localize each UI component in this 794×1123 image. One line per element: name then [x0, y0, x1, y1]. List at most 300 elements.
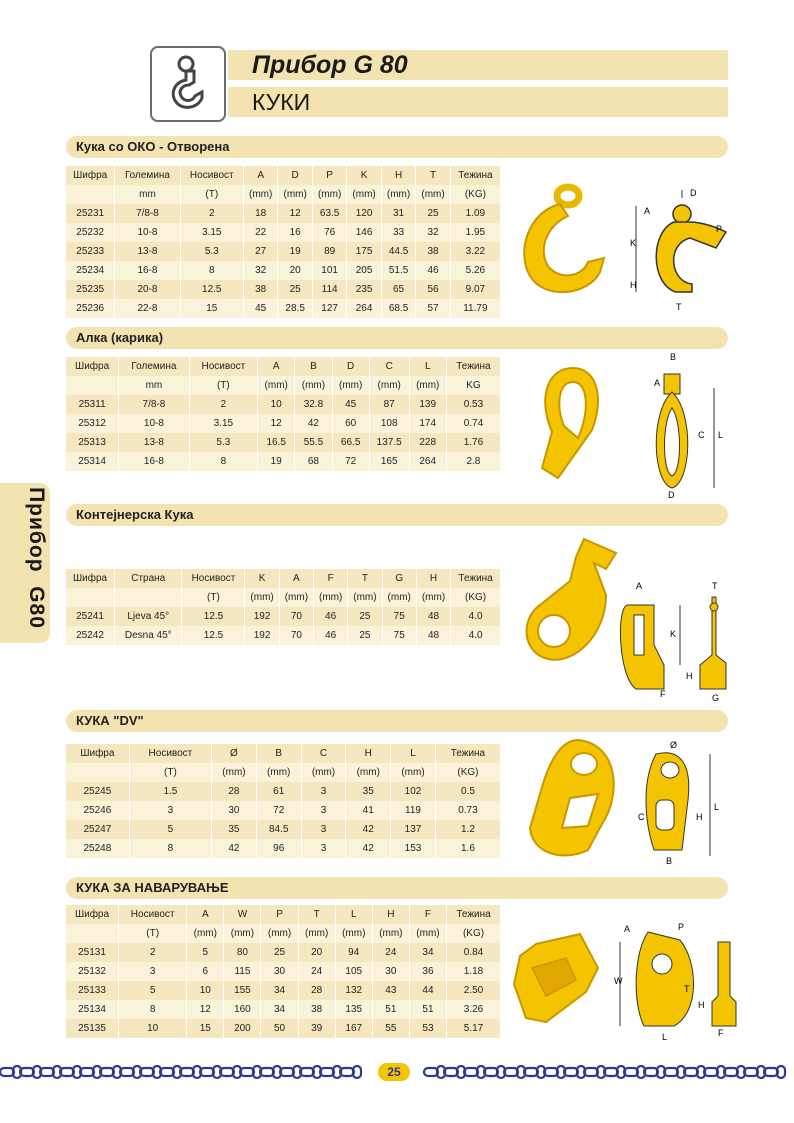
table-cell: 48 [416, 626, 450, 645]
table-cell: Тежина [446, 357, 500, 376]
table-cell: 51 [372, 1000, 409, 1019]
table-cell: (mm) [244, 588, 278, 607]
table-cell: 25242 [66, 626, 114, 645]
table-cell: 38 [298, 1000, 335, 1019]
table-cell: 2.50 [446, 981, 500, 1000]
table-cell: H [381, 166, 415, 185]
table-row [66, 242, 500, 261]
table-cell: 105 [335, 962, 372, 981]
table-cell: 15 [186, 1019, 223, 1038]
table-cell: F [313, 569, 347, 588]
table-cell: 1.2 [435, 820, 500, 839]
table-cell: 68 [294, 452, 331, 471]
table-row [66, 782, 500, 801]
section-title-link: Алка (карика) [66, 327, 728, 349]
table-cell: 1.5 [129, 782, 211, 801]
chain-link [444, 1068, 458, 1076]
table-cell: 46 [313, 607, 347, 626]
table-cell: 101 [312, 261, 346, 280]
table-cell: Тежина [450, 166, 500, 185]
table-cell: 2 [189, 395, 257, 414]
table-cell: 41 [345, 801, 390, 820]
table-cell: (mm) [416, 588, 450, 607]
table-row [66, 414, 500, 433]
table-cell: 22 [243, 223, 277, 242]
table-cell: 94 [335, 943, 372, 962]
table-cell: 139 [409, 395, 446, 414]
table-cell: 22-8 [114, 299, 179, 318]
table-header-row [66, 588, 500, 607]
chain-decoration-right [424, 1064, 794, 1080]
table-cell [66, 763, 129, 782]
table-header-row [66, 166, 500, 185]
page-title: Прибор G 80 [252, 51, 408, 79]
table-cell: Ljeva 45° [114, 607, 181, 626]
table-row [66, 299, 500, 318]
table-cell: 102 [390, 782, 435, 801]
table-header-row [66, 905, 500, 924]
chain-link [484, 1068, 498, 1076]
table-cell: (KG) [435, 763, 500, 782]
table-cell: mm [118, 376, 188, 395]
dim-f-label: F [660, 689, 666, 699]
table-cell: Шифра [66, 905, 118, 924]
title-bar [228, 50, 728, 80]
hook-logo-box [150, 46, 226, 122]
table-cell: T [415, 166, 449, 185]
table-cell: KG [446, 376, 500, 395]
table-cell: 5 [118, 981, 186, 1000]
table-cell: 12 [257, 414, 294, 433]
table-cell: Шифра [66, 744, 129, 763]
table-cell: 36 [409, 962, 446, 981]
table-cell: 57 [415, 299, 449, 318]
table-cell: 25233 [66, 242, 114, 261]
table-cell: Шифра [66, 357, 118, 376]
table-cell [66, 376, 118, 395]
table-cell: 19 [277, 242, 311, 261]
table-cell: 25311 [66, 395, 118, 414]
table-cell: 27 [243, 242, 277, 261]
table-cell: 12.5 [181, 626, 244, 645]
table-cell [66, 185, 114, 204]
table-cell: D [277, 166, 311, 185]
table-cell: 20-8 [114, 280, 179, 299]
table-cell: 33 [381, 223, 415, 242]
table-cell: 10 [257, 395, 294, 414]
table-cell: (mm) [372, 924, 409, 943]
table-cell: (mm) [346, 185, 380, 204]
table-cell: (mm) [312, 185, 346, 204]
table-cell: 7/8-8 [114, 204, 179, 223]
table-cell: L [335, 905, 372, 924]
table-cell: 25247 [66, 820, 129, 839]
table-cell: 3 [129, 801, 211, 820]
table-cell: 5.17 [446, 1019, 500, 1038]
table-cell: 108 [369, 414, 409, 433]
dim-l-label: L [662, 1032, 668, 1042]
table-cell: (mm) [390, 763, 435, 782]
table-cell: 19 [257, 452, 294, 471]
table-cell: Тежина [435, 744, 500, 763]
weld-hook-photo [506, 928, 606, 1028]
table-cell: 25232 [66, 223, 114, 242]
table-cell: 16-8 [118, 452, 188, 471]
table-cell: 2 [180, 204, 243, 223]
table-cell: (mm) [301, 763, 346, 782]
table-cell: 25248 [66, 839, 129, 858]
table-cell: 8 [189, 452, 257, 471]
table-row [66, 452, 500, 471]
table-cell: 25 [347, 607, 381, 626]
table-cell: 25313 [66, 433, 118, 452]
chain-link [464, 1068, 478, 1076]
table-cell: (T) [118, 924, 186, 943]
table-cell: H [372, 905, 409, 924]
table-cell: 192 [244, 626, 278, 645]
table-cell: 30 [260, 962, 297, 981]
table-cell: 25234 [66, 261, 114, 280]
table-cell: 75 [382, 626, 416, 645]
table-cell: 175 [346, 242, 380, 261]
table-cell: 44 [409, 981, 446, 1000]
table-cell: (T) [189, 376, 257, 395]
table-row [66, 1019, 500, 1038]
table-cell: 10 [186, 981, 223, 1000]
side-tab-label: Прибор G80 [25, 487, 48, 629]
table-cell: 137.5 [369, 433, 409, 452]
eye-hook-diagram [630, 188, 750, 318]
table-cell: 5 [186, 943, 223, 962]
dv-hook-photo [518, 734, 628, 864]
table-cell: (mm) [382, 588, 416, 607]
table-cell: 42 [345, 820, 390, 839]
table-cell: (mm) [381, 185, 415, 204]
table-cell: 80 [223, 943, 260, 962]
table-cell: Големина [118, 357, 188, 376]
table-cell: 3 [301, 782, 346, 801]
table-row [66, 433, 500, 452]
table-cell: D [332, 357, 369, 376]
link-photo [518, 360, 608, 490]
dim-b-label: B [666, 856, 673, 866]
table-cell: 0.53 [446, 395, 500, 414]
table-cell: C [369, 357, 409, 376]
table-cell: 43 [372, 981, 409, 1000]
table-cell: (mm) [332, 376, 369, 395]
table-cell [66, 588, 114, 607]
table-cell: 5.3 [180, 242, 243, 261]
chain-decoration-left [0, 1064, 370, 1080]
table-cell: 25 [415, 204, 449, 223]
table-cell: 6 [186, 962, 223, 981]
dim-diameter-label: Ø [670, 740, 678, 750]
table-cell: 28 [298, 981, 335, 1000]
table-cell: 119 [390, 801, 435, 820]
table-cell: (mm) [313, 588, 347, 607]
table-cell: 0.73 [435, 801, 500, 820]
table-cell: 10-8 [114, 223, 179, 242]
table-cell: Тежина [446, 905, 500, 924]
table-cell: 25134 [66, 1000, 118, 1019]
table-cell: 65 [381, 280, 415, 299]
table-cell: T [347, 569, 381, 588]
dv-hook-table [66, 744, 500, 858]
table-header-row [66, 569, 500, 588]
table-cell: Големина [114, 166, 179, 185]
table-cell: 38 [243, 280, 277, 299]
table-cell: 4.0 [450, 607, 500, 626]
table-cell: (mm) [409, 924, 446, 943]
table-cell: 75 [382, 607, 416, 626]
page-number: 25 [378, 1063, 410, 1081]
table-cell: (KG) [446, 924, 500, 943]
table-cell: 25241 [66, 607, 114, 626]
table-cell: 11.79 [450, 299, 500, 318]
table-cell: 25236 [66, 299, 114, 318]
table-cell: 3 [118, 962, 186, 981]
table-cell: 42 [294, 414, 331, 433]
table-row [66, 607, 500, 626]
table-cell: 70 [279, 607, 313, 626]
table-cell: Носивост [129, 744, 211, 763]
table-cell: 0.74 [446, 414, 500, 433]
table-cell: A [279, 569, 313, 588]
table-cell: 1.76 [446, 433, 500, 452]
table-header-row [66, 185, 500, 204]
table-cell: 96 [256, 839, 301, 858]
table-cell: A [243, 166, 277, 185]
dim-f-label: F [718, 1028, 724, 1038]
table-cell: (mm) [369, 376, 409, 395]
table-row [66, 395, 500, 414]
table-cell: 1.6 [435, 839, 500, 858]
table-cell: 20 [298, 943, 335, 962]
subtitle-bar [228, 87, 728, 117]
table-cell: 10 [118, 1019, 186, 1038]
table-cell: 38 [415, 242, 449, 261]
table-cell: Шифра [66, 569, 114, 588]
table-cell: (mm) [335, 924, 372, 943]
table-header-row [66, 763, 500, 782]
weld-hook-diagram [614, 922, 764, 1042]
table-cell: 205 [346, 261, 380, 280]
table-cell: 12.5 [181, 607, 244, 626]
table-row [66, 981, 500, 1000]
eye-hook-table [66, 166, 500, 318]
table-row [66, 204, 500, 223]
side-tab [0, 483, 50, 643]
table-cell: A [257, 357, 294, 376]
table-cell: 228 [409, 433, 446, 452]
table-cell: P [312, 166, 346, 185]
table-cell: 3.26 [446, 1000, 500, 1019]
hook-logo-icon [152, 48, 224, 120]
table-cell: 72 [332, 452, 369, 471]
table-cell: 3 [301, 820, 346, 839]
table-cell: 25 [347, 626, 381, 645]
dim-b-label: B [670, 352, 677, 362]
table-cell: Ø [211, 744, 256, 763]
page-subtitle: КУКИ [252, 89, 311, 115]
table-cell: 30 [211, 801, 256, 820]
table-cell: 89 [312, 242, 346, 261]
table-cell: 76 [312, 223, 346, 242]
table-cell: 18 [243, 204, 277, 223]
table-cell: 135 [335, 1000, 372, 1019]
table-cell: 84.5 [256, 820, 301, 839]
table-cell: 63.5 [312, 204, 346, 223]
table-row [66, 943, 500, 962]
table-cell: 31 [381, 204, 415, 223]
table-cell: B [294, 357, 331, 376]
table-cell: 30 [372, 962, 409, 981]
table-cell: (T) [181, 588, 244, 607]
table-cell: 48 [416, 607, 450, 626]
table-cell [114, 588, 181, 607]
table-cell: 115 [223, 962, 260, 981]
table-cell: 3.15 [189, 414, 257, 433]
table-cell: 114 [312, 280, 346, 299]
table-cell: 25231 [66, 204, 114, 223]
table-cell: 35 [345, 782, 390, 801]
table-cell: 25132 [66, 962, 118, 981]
table-cell: 1.18 [446, 962, 500, 981]
table-cell: 60 [332, 414, 369, 433]
table-cell: F [409, 905, 446, 924]
table-cell: L [390, 744, 435, 763]
dv-hook-diagram [636, 740, 726, 870]
table-cell: 235 [346, 280, 380, 299]
table-cell: 5.3 [189, 433, 257, 452]
table-cell: 192 [244, 607, 278, 626]
table-cell: 0.84 [446, 943, 500, 962]
table-cell: 25135 [66, 1019, 118, 1038]
table-cell: K [346, 166, 380, 185]
table-cell: 160 [223, 1000, 260, 1019]
table-cell: Носивост [118, 905, 186, 924]
section-title-container-hook: Контејнерска Кука [66, 504, 728, 526]
section-title-weld-hook: КУКА ЗА НАВАРУВАЊЕ [66, 877, 728, 899]
table-row [66, 223, 500, 242]
dim-h-label: H [686, 671, 693, 681]
dim-h-label: H [630, 280, 637, 290]
table-header-row [66, 357, 500, 376]
table-cell: G [382, 569, 416, 588]
table-header-row [66, 924, 500, 943]
table-cell: 264 [409, 452, 446, 471]
table-cell: (KG) [450, 185, 500, 204]
table-cell: 32.8 [294, 395, 331, 414]
table-cell: (mm) [243, 185, 277, 204]
dim-a-label: A [636, 581, 643, 591]
table-cell: 200 [223, 1019, 260, 1038]
dim-a-label: A [624, 924, 631, 934]
table-cell: H [345, 744, 390, 763]
table-cell: 61 [256, 782, 301, 801]
table-cell: 70 [279, 626, 313, 645]
table-cell: 127 [312, 299, 346, 318]
dim-l-label: L [718, 430, 724, 440]
table-cell: 1.09 [450, 204, 500, 223]
table-cell: 55.5 [294, 433, 331, 452]
table-cell: 45 [243, 299, 277, 318]
table-cell: 12 [277, 204, 311, 223]
table-cell: 50 [260, 1019, 297, 1038]
table-cell: Шифра [66, 166, 114, 185]
table-cell: 46 [415, 261, 449, 280]
table-row [66, 261, 500, 280]
dim-t-label: T [684, 984, 690, 994]
table-cell: 9.07 [450, 280, 500, 299]
table-cell: 2.8 [446, 452, 500, 471]
table-cell: (mm) [223, 924, 260, 943]
table-cell: 132 [335, 981, 372, 1000]
dim-t-label: T [712, 581, 718, 591]
table-cell: (mm) [186, 924, 223, 943]
table-row [66, 1000, 500, 1019]
table-row [66, 962, 500, 981]
table-cell: 16-8 [114, 261, 179, 280]
table-cell: Носивост [189, 357, 257, 376]
table-cell: (mm) [279, 588, 313, 607]
table-cell: 137 [390, 820, 435, 839]
table-cell: 3.22 [450, 242, 500, 261]
table-cell: 25235 [66, 280, 114, 299]
table-cell: 39 [298, 1019, 335, 1038]
table-cell: 42 [345, 839, 390, 858]
weld-hook-table [66, 905, 500, 1038]
table-cell: 35 [211, 820, 256, 839]
table-cell: 16 [277, 223, 311, 242]
table-cell: 25246 [66, 801, 129, 820]
dim-p-label: P [678, 922, 685, 932]
table-cell: 51.5 [381, 261, 415, 280]
table-cell: 7/8-8 [118, 395, 188, 414]
table-cell: (T) [180, 185, 243, 204]
table-cell: K [244, 569, 278, 588]
dim-l-label: L [714, 802, 720, 812]
table-cell: 8 [118, 1000, 186, 1019]
table-cell: 44.5 [381, 242, 415, 261]
table-cell: 24 [372, 943, 409, 962]
table-cell: (mm) [345, 763, 390, 782]
table-cell: 3.15 [180, 223, 243, 242]
table-cell: C [301, 744, 346, 763]
table-cell: 34 [409, 943, 446, 962]
table-cell: 167 [335, 1019, 372, 1038]
table-cell: 25 [260, 943, 297, 962]
table-cell: 165 [369, 452, 409, 471]
table-cell: Desna 45° [114, 626, 181, 645]
table-cell: Носивост [180, 166, 243, 185]
table-cell: Тежина [450, 569, 500, 588]
table-cell: (mm) [256, 763, 301, 782]
table-cell: 10-8 [118, 414, 188, 433]
table-cell: 13-8 [114, 242, 179, 261]
dim-k-label: K [670, 629, 677, 639]
section-title-eye-hook: Кука со ОКО - Отворена [66, 136, 728, 158]
table-cell: 15 [180, 299, 243, 318]
table-cell [66, 924, 118, 943]
table-header-row [66, 376, 500, 395]
table-cell: 13-8 [118, 433, 188, 452]
table-cell: Носивост [181, 569, 244, 588]
table-cell: 25 [277, 280, 311, 299]
table-cell: 3 [301, 839, 346, 858]
table-cell: B [256, 744, 301, 763]
container-hook-diagram [616, 581, 746, 705]
